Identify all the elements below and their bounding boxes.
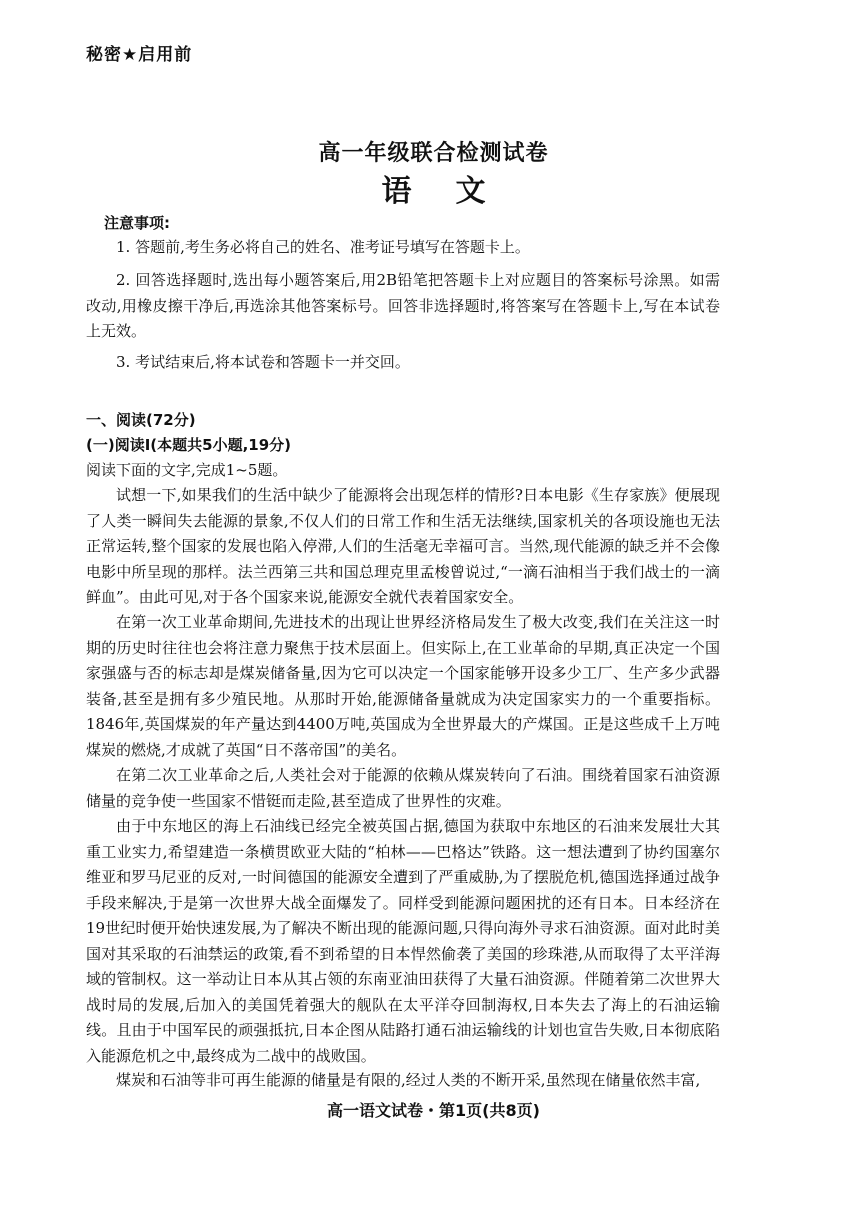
- passage-paragraph-2: 在第一次工业革命期间,先进技术的出现让世界经济格局发生了极大改变,我们在关注这一时期的历史时往往也会将注意力聚焦于技术层面上。但实际上,在工业革命的早期,真正决定一个国家强盛与否的标志却是煤炭储备量,因为它可以决定一个国家能够开设多少工厂、生产多少武器装备,甚至是拥有多少殖民地。从那时开始,能源储备量就成为决定国家实力的一个重要指标。1846年,英国煤炭的年产量达到4400万吨,英国成为全世界最大的产煤国。正是这些成千上万吨煤炭的燃烧,才成就了英国“日不落帝国”的美名。: [86, 613, 720, 759]
- passage-paragraph-4: 由于中东地区的海上石油线已经完全被英国占据,德国为获取中东地区的石油来发展壮大其重工业实力,希望建造一条横贯欧亚大陆的“柏林——巴格达”铁路。这一想法遭到了协约国塞尔维亚和罗马尼亚的反对,一时间德国的能源安全遭到了严重威胁,为了摆脱危机,德国选择通过战争手段来解决,于是第一次世界大战全面爆发了。同样受到能源问题困扰的还有日本。日本经济在19世纪时便开始快速发展,为了解决不断出现的能源问题,只得向海外寻求石油资源。面对此时美国对其采取的石油禁运的政策,看不到希望的日本悍然偷袭了美国的珍珠港,从而取得了太平洋海域的管制权。这一举动让日本从其占领的东南亚油田获得了大量石油资源。伴随着第二次世界大战时局的发展,后加入的美国凭着强大的舰队在太平洋夺回制海权,日本失去了海上的石油运输线。且由于中国军民的顽强抵抗,日本企图从陆路打通石油运输线的计划也宣告失败,日本彻底陷入能源危机之中,最终成为二战中的战败国。: [86, 817, 720, 1065]
- notice-heading: 注意事项:: [104, 214, 170, 232]
- notice-item-2: 2. 回答选择题时,选出每小题答案后,用2B铅笔把答题卡上对应题目的答案标号涂黑。如需改动,用橡皮擦干净后,再选涂其他答案标号。回答非选择题时,将答案写在答题卡上,写在本试卷上无效。: [86, 271, 720, 340]
- notice-item-1: 1. 答题前,考生务必将自己的姓名、准考证号填写在答题卡上。: [116, 238, 530, 256]
- reading-instruction: 阅读下面的文字,完成1~5题。: [86, 461, 288, 479]
- notice-item-3: 3. 考试结束后,将本试卷和答题卡一并交回。: [116, 353, 410, 371]
- subject-title: 语文: [381, 174, 530, 209]
- confidential-label: 秘密★启用前: [86, 45, 193, 65]
- exam-title: 高一年级联合检测试卷: [318, 140, 549, 166]
- passage-paragraph-3: 在第二次工业革命之后,人类社会对于能源的依赖从煤炭转向了石油。围绕着国家石油资源储量的竞争使一些国家不惜铤而走险,甚至造成了世界性的灾难。: [86, 766, 720, 810]
- subsection-title: (一)阅读Ⅰ(本题共5小题,19分): [86, 436, 292, 454]
- passage-paragraph-1: 试想一下,如果我们的生活中缺少了能源将会出现怎样的情形?日本电影《生存家族》便展现了人类一瞬间失去能源的景象,不仅人们的日常工作和生活无法继续,国家机关的各项设施也无法正常运转,整个国家的发展也陷入停滞,人们的生活毫无幸福可言。当然,现代能源的缺乏并不会像电影中所呈现的那样。法兰西第三共和国总理克里孟梭曾说过,“一滴石油相当于我们战士的一滴鲜血”。由此可见,对于各个国家来说,能源安全就代表着国家安全。: [86, 486, 720, 606]
- section-title: 一、阅读(72分): [86, 411, 196, 429]
- page-footer: 高一语文试卷・第1页(共8页): [327, 1101, 540, 1120]
- passage-paragraph-5: 煤炭和石油等非可再生能源的储量是有限的,经过人类的不断开采,虽然现在储量依然丰富,: [116, 1071, 701, 1089]
